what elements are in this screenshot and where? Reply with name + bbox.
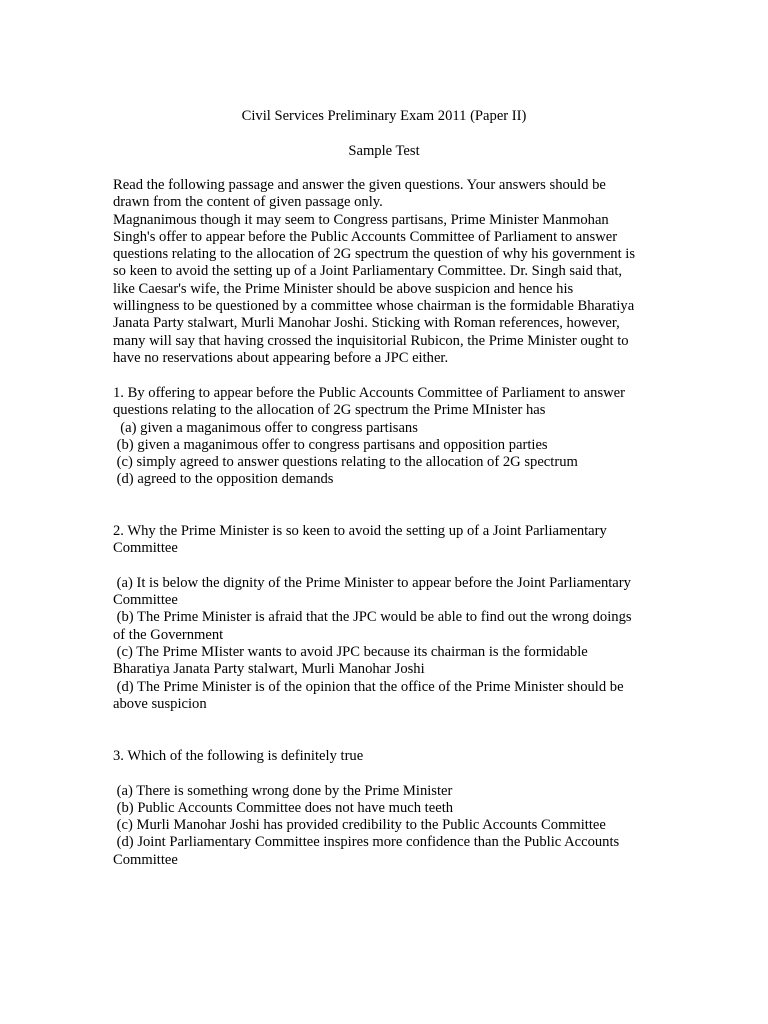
blank-line (113, 558, 658, 575)
instructions-and-passage (113, 177, 658, 367)
question-text-line: 3. Which of the following is definitely true (113, 748, 364, 764)
answer-option-line: (a) It is below the dignity of the Prime Minister to appear before the Joint Parliamentary (113, 574, 631, 591)
answer-option-line: (a) given a maganimous offer to congress partisans (113, 419, 418, 436)
instruction-line: drawn from the content of given passage only. (113, 194, 383, 211)
passage-line: Magnanimous though it may seem to Congress partisans, Prime Minister Manmohan (113, 211, 609, 228)
question-1 (113, 385, 658, 489)
answer-option-line: (b) Public Accounts Committee does not have much teeth (113, 799, 454, 816)
document-title: Civil Services Preliminary Exam 2011 (Paper II) (241, 108, 527, 124)
passage-line: Singh's offer to appear before the Public Accounts Committee of Parliament to answer (113, 228, 618, 245)
answer-option-line: above suspicion (113, 695, 207, 712)
document-subtitle: Sample Test (348, 143, 420, 159)
passage-line: many will say that having crossed the inquisitorial Rubicon, the Prime Minister ought to (113, 332, 629, 349)
passage-line: willingness to be questioned by a committee whose chairman is the formidable Bharatiya (113, 298, 635, 315)
answer-option-line: (b) The Prime Minister is afraid that the JPC would be able to find out the wrong doings (113, 609, 632, 626)
passage-line: questions relating to the allocation of 2G spectrum the question of why his government is (113, 246, 636, 263)
question-text-line: 2. Why the Prime Minister is so keen to avoid the setting up of a Joint Parliamentary (113, 523, 607, 539)
answer-option-line: of the Government (113, 626, 224, 643)
blank-line (113, 765, 658, 782)
question-text-line: questions relating to the allocation of 2G spectrum the Prime MInister has (113, 402, 546, 419)
answer-option-line: (b) given a maganimous offer to congress partisans and opposition parties (113, 436, 548, 453)
passage-line: so keen to avoid the setting up of a Joint Parliamentary Committee. Dr. Singh said that, (113, 263, 623, 280)
answer-option-line: (a) There is something wrong done by the Prime Minister (113, 782, 453, 799)
answer-option-line: (d) The Prime Minister is of the opinion that the office of the Prime Minister should be (113, 678, 624, 695)
question-text-line: 1. By offering to appear before the Public Accounts Committee of Parliament to answer (113, 385, 625, 401)
answer-option-line: Committee (113, 592, 178, 609)
answer-option-line: (d) agreed to the opposition demands (113, 471, 334, 488)
answer-option-line: (c) simply agreed to answer questions relating to the allocation of 2G spectrum (113, 454, 578, 471)
passage-line: like Caesar's wife, the Prime Minister should be above suspicion and hence his (113, 280, 574, 297)
answer-option-line: Committee (113, 851, 178, 868)
question-3 (113, 748, 658, 869)
answer-option-line: (c) The Prime MIister wants to avoid JPC because its chairman is the formidable (113, 644, 588, 661)
question-2 (113, 523, 658, 713)
instruction-line: Read the following passage and answer the given questions. Your answers should be (113, 177, 606, 193)
answer-option-line: (c) Murli Manohar Joshi has provided credibility to the Public Accounts Committee (113, 817, 606, 834)
answer-option-line: (d) Joint Parliamentary Committee inspires more confidence than the Public Accounts (113, 834, 620, 851)
passage-line: Janata Party stalwart, Murli Manohar Joshi. Sticking with Roman references, however, (113, 315, 620, 332)
question-text-line: Committee (113, 540, 178, 557)
answer-option-line: Bharatiya Janata Party stalwart, Murli Manohar Joshi (113, 661, 425, 678)
passage-line: have no reservations about appearing before a JPC either. (113, 349, 449, 366)
